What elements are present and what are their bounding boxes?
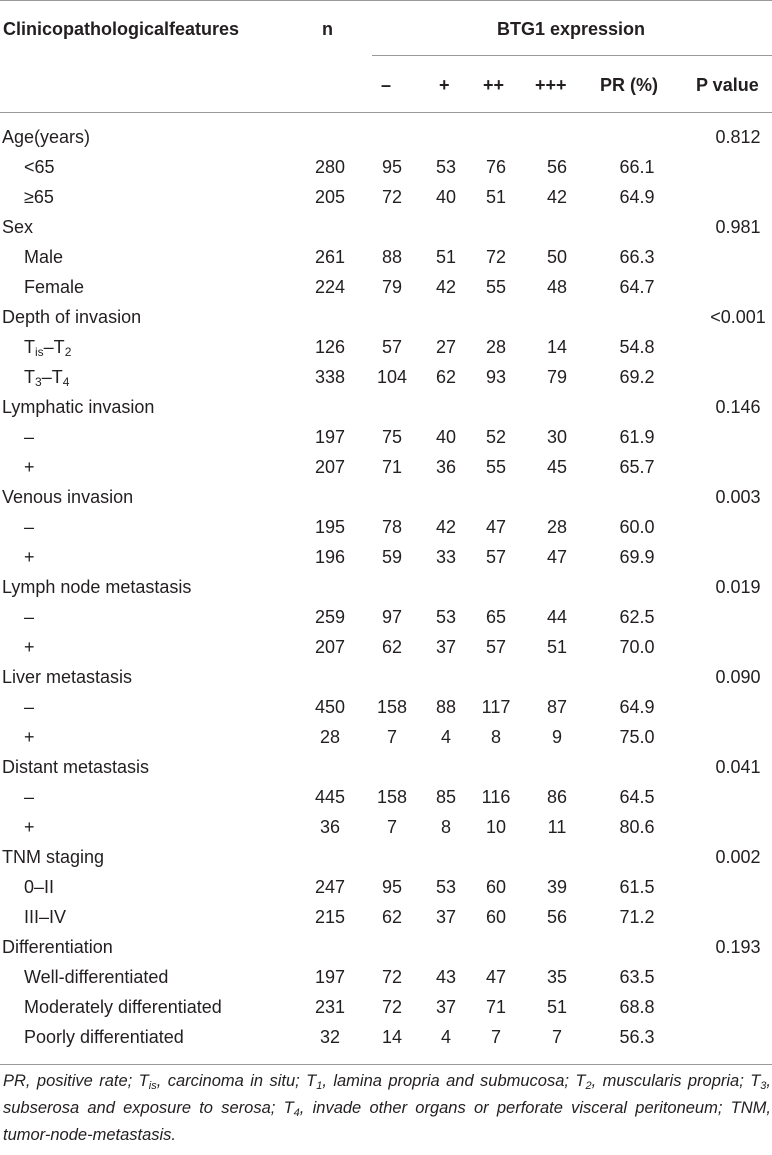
cell-pos3: 9	[551, 727, 562, 747]
footnote-t2: T	[575, 1072, 586, 1090]
cell-pr: 71.2	[619, 907, 655, 927]
feature-sub-label: –	[24, 787, 35, 807]
cell-pos2: 93	[485, 367, 507, 387]
cell-pos3: 47	[546, 547, 568, 567]
footnote-t4: T	[275, 1099, 294, 1117]
cell-pr: 64.5	[619, 787, 655, 807]
stage-label-part: 4	[62, 375, 70, 389]
cell-pos1: 27	[435, 337, 457, 357]
feature-sub-label: –	[24, 697, 35, 717]
feature-sub-label: Well-differentiated	[24, 967, 169, 987]
stage-label-part: –T	[41, 367, 63, 387]
header-rule	[0, 112, 772, 113]
cell-neg: 72	[381, 997, 403, 1017]
cell-pos3: 7	[551, 1027, 562, 1047]
cell-pos3: 28	[546, 517, 568, 537]
p-value-cell: 0.003	[715, 487, 761, 507]
cell-pos1: 4	[440, 1027, 451, 1047]
feature-sub-label: +	[24, 817, 35, 837]
cell-pos1: 37	[435, 637, 457, 657]
header-pos1: +	[439, 75, 450, 95]
feature-sub-label: <65	[24, 157, 55, 177]
cell-pos2: 57	[485, 547, 507, 567]
feature-sub-label: –	[24, 427, 35, 447]
feature-group-label: Venous invasion	[2, 487, 134, 507]
cell-pos2: 7	[490, 1027, 501, 1047]
cell-n: 224	[314, 277, 346, 297]
feature-group-label: Age(years)	[2, 127, 91, 147]
cell-pos3: 11	[547, 817, 567, 837]
cell-pos1: 42	[435, 277, 457, 297]
cell-pr: 66.3	[619, 247, 655, 267]
feature-group-label: Differentiation	[2, 937, 113, 957]
feature-sub-label: Poorly differentiated	[24, 1027, 184, 1047]
feature-sub-label: +	[24, 547, 35, 567]
cell-pos3: 30	[546, 427, 568, 447]
p-value-cell: 0.193	[715, 937, 761, 957]
cell-pos2: 28	[485, 337, 507, 357]
feature-sub-label: +	[24, 457, 35, 477]
cell-pos1: 37	[435, 997, 457, 1017]
cell-neg: 158	[376, 697, 408, 717]
cell-n: 231	[314, 997, 346, 1017]
cell-n: 205	[314, 187, 346, 207]
feature-group-label: Distant metastasis	[2, 757, 150, 777]
p-value-cell: 0.812	[715, 127, 761, 147]
feature-sub-label: 0–II	[24, 877, 55, 897]
cell-pos3: 86	[546, 787, 568, 807]
p-value-cell: 0.146	[715, 397, 761, 417]
cell-pr: 66.1	[619, 157, 655, 177]
cell-pr: 65.7	[619, 457, 655, 477]
cell-n: 261	[314, 247, 346, 267]
feature-group-label: Sex	[2, 217, 34, 237]
stage-label-part: 3	[35, 375, 42, 389]
cell-pos1: 88	[435, 697, 457, 717]
cell-pos3: 14	[546, 337, 568, 357]
cell-n: 36	[319, 817, 341, 837]
cell-pos3: 79	[546, 367, 568, 387]
cell-neg: 75	[381, 427, 403, 447]
cell-pr: 68.8	[619, 997, 655, 1017]
cell-pos2: 51	[485, 187, 507, 207]
feature-sub-label: +	[24, 727, 35, 747]
cell-pos2: 117	[481, 697, 511, 717]
feature-group-label: Lymph node metastasis	[2, 577, 192, 597]
feature-sub-label	[24, 366, 69, 388]
cell-pos3: 39	[546, 877, 568, 897]
feature-sub-label: +	[24, 637, 35, 657]
feature-sub-label: Female	[24, 277, 85, 297]
cell-pos1: 51	[435, 247, 457, 267]
group-rule	[372, 55, 772, 56]
cell-pos2: 71	[485, 997, 507, 1017]
stage-label-part: T	[24, 367, 35, 387]
cell-pos2: 60	[485, 877, 507, 897]
cell-pos1: 40	[435, 427, 457, 447]
cell-pr: 70.0	[619, 637, 655, 657]
stage-label-part: T	[24, 337, 35, 357]
p-value-cell: 0.019	[715, 577, 761, 597]
cell-pos1: 42	[435, 517, 457, 537]
footnote-t4-text: , invade other organs or perforate visceral peritoneum; TNM, tumor-node-metastasis.	[3, 1099, 771, 1144]
cell-neg: 59	[381, 547, 403, 567]
footnote-t1-sub: 1	[316, 1080, 323, 1092]
cell-pos2: 8	[490, 727, 501, 747]
cell-pos3: 51	[546, 637, 568, 657]
cell-pos2: 116	[481, 787, 511, 807]
cell-pr: 56.3	[619, 1027, 655, 1047]
cell-pr: 69.9	[619, 547, 655, 567]
cell-pos2: 72	[485, 247, 507, 267]
cell-neg: 14	[381, 1027, 403, 1047]
cell-n: 445	[314, 787, 346, 807]
feature-sub-label: –	[24, 517, 35, 537]
cell-pos3: 42	[546, 187, 568, 207]
stage-label-part: 2	[64, 345, 72, 359]
cell-pos3: 56	[546, 907, 568, 927]
cell-pos1: 53	[435, 607, 457, 627]
footnote-tis: T	[138, 1072, 149, 1090]
cell-pos2: 60	[485, 907, 507, 927]
cell-pos1: 4	[440, 727, 451, 747]
cell-neg: 95	[381, 877, 403, 897]
cell-n: 207	[314, 637, 346, 657]
cell-pos2: 55	[485, 277, 507, 297]
cell-pr: 69.2	[619, 367, 655, 387]
cell-pos2: 47	[485, 517, 507, 537]
cell-pos1: 85	[435, 787, 457, 807]
cell-neg: 72	[381, 187, 403, 207]
feature-sub-label: –	[24, 607, 35, 627]
cell-pos3: 51	[546, 997, 568, 1017]
feature-group-label: TNM staging	[2, 847, 105, 867]
cell-neg: 57	[381, 337, 403, 357]
cell-pos1: 33	[435, 547, 457, 567]
footnote-t1-text: , lamina propria and submucosa;	[322, 1072, 576, 1090]
footnote-pr: PR, positive rate;	[3, 1072, 139, 1090]
header-neg: –	[381, 75, 392, 95]
p-value-cell: <0.001	[710, 307, 766, 327]
header-btg1-expression: BTG1 expression	[497, 19, 646, 39]
cell-n: 259	[314, 607, 346, 627]
header-pos2: ++	[483, 75, 505, 95]
cell-n: 197	[314, 967, 346, 987]
cell-pos3: 35	[546, 967, 568, 987]
cell-pr: 63.5	[619, 967, 655, 987]
stage-label-part: is	[35, 345, 44, 359]
cell-pos2: 57	[485, 637, 507, 657]
cell-pr: 61.9	[619, 427, 655, 447]
cell-neg: 7	[386, 727, 397, 747]
cell-pos2: 55	[485, 457, 507, 477]
footnote-t3-text: , subserosa and exposure to serosa	[3, 1072, 771, 1117]
cell-neg: 62	[381, 637, 403, 657]
p-value-cell: 0.090	[715, 667, 761, 687]
cell-pr: 61.5	[619, 877, 655, 897]
p-value-cell: 0.002	[715, 847, 761, 867]
cell-pos3: 56	[546, 157, 568, 177]
cell-pos2: 76	[485, 157, 507, 177]
cell-pr: 62.5	[619, 607, 655, 627]
cell-n: 338	[314, 367, 346, 387]
header-pos3: +++	[535, 75, 567, 95]
footnote-t2-sub: 2	[585, 1080, 592, 1092]
header-pr: PR (%)	[600, 75, 658, 95]
footnote-tis-text: , carcinoma in situ;	[156, 1072, 307, 1090]
cell-pos3: 44	[546, 607, 568, 627]
footnote-t3-sub: 3	[760, 1080, 767, 1092]
header-n: n	[322, 19, 333, 39]
cell-n: 28	[319, 727, 341, 747]
feature-sub-label: III–IV	[24, 907, 67, 927]
cell-pos1: 36	[435, 457, 457, 477]
cell-n: 126	[314, 337, 346, 357]
footnote-t2-text: , muscularis propria;	[591, 1072, 751, 1090]
cell-pr: 80.6	[619, 817, 655, 837]
cell-neg: 88	[381, 247, 403, 267]
cell-pos1: 53	[435, 877, 457, 897]
footnote-tis-sub: is	[148, 1080, 157, 1092]
stage-label-part: –T	[43, 337, 65, 357]
cell-n: 215	[314, 907, 346, 927]
cell-neg: 7	[386, 817, 397, 837]
cell-n: 196	[314, 547, 346, 567]
cell-neg: 71	[381, 457, 403, 477]
cell-pr: 60.0	[619, 517, 655, 537]
cell-n: 195	[314, 517, 346, 537]
feature-group-label: Lymphatic invasion	[2, 397, 155, 417]
footnote-t3: T	[750, 1072, 761, 1090]
cell-pos3: 50	[546, 247, 568, 267]
feature-group-label: Depth of invasion	[2, 307, 142, 327]
feature-sub-label: Male	[24, 247, 64, 267]
cell-pr: 64.9	[619, 697, 655, 717]
cell-neg: 79	[381, 277, 403, 297]
cell-pos3: 45	[546, 457, 568, 477]
cell-neg: 78	[381, 517, 403, 537]
header-features: Clinicopathologicalfeatures	[3, 19, 240, 39]
footnote-t1: T	[306, 1072, 317, 1090]
bottom-rule	[0, 1064, 772, 1065]
cell-pos2: 47	[485, 967, 507, 987]
cell-pos3: 87	[546, 697, 568, 717]
cell-pos1: 43	[435, 967, 457, 987]
cell-n: 32	[319, 1027, 341, 1047]
footnote-separator: ;	[270, 1099, 276, 1117]
cell-neg: 158	[376, 787, 408, 807]
footnote	[3, 1068, 771, 1149]
cell-pr: 64.7	[619, 277, 655, 297]
cell-n: 280	[314, 157, 346, 177]
cell-pos2: 52	[485, 427, 507, 447]
cell-neg: 95	[381, 157, 403, 177]
cell-n: 197	[314, 427, 346, 447]
top-rule	[0, 0, 772, 1]
cell-neg: 97	[381, 607, 403, 627]
cell-n: 207	[314, 457, 346, 477]
cell-n: 450	[314, 697, 346, 717]
p-value-cell: 0.981	[715, 217, 761, 237]
cell-pos2: 65	[485, 607, 507, 627]
footnote-t4-sub: 4	[293, 1107, 300, 1119]
cell-pos3: 48	[546, 277, 568, 297]
cell-pr: 75.0	[619, 727, 655, 747]
cell-pr: 54.8	[619, 337, 655, 357]
cell-neg: 62	[381, 907, 403, 927]
header-pvalue: P value	[696, 75, 759, 95]
cell-pr: 64.9	[619, 187, 655, 207]
feature-sub-label	[24, 336, 71, 358]
p-value-cell: 0.041	[715, 757, 761, 777]
cell-neg: 104	[376, 367, 408, 387]
cell-n: 247	[314, 877, 346, 897]
feature-group-label: Liver metastasis	[2, 667, 133, 687]
cell-pos1: 62	[435, 367, 457, 387]
cell-pos1: 40	[435, 187, 457, 207]
feature-sub-label: ≥65	[24, 187, 54, 207]
cell-pos1: 37	[435, 907, 457, 927]
cell-pos2: 10	[485, 817, 507, 837]
cell-neg: 72	[381, 967, 403, 987]
cell-pos1: 8	[440, 817, 451, 837]
feature-sub-label: Moderately differentiated	[24, 997, 222, 1017]
cell-pos1: 53	[435, 157, 457, 177]
